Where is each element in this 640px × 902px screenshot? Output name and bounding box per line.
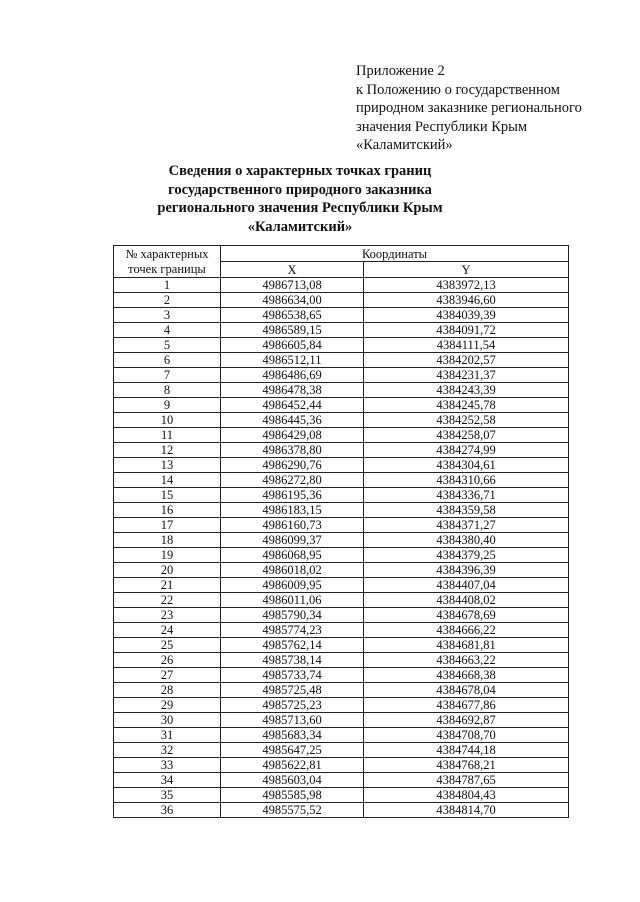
y-coordinate-cell: 4384408,02	[364, 593, 569, 608]
header-x: X	[221, 262, 364, 278]
x-coordinate-cell: 4986512,11	[221, 353, 364, 368]
table-row	[114, 653, 569, 668]
y-coordinate-cell: 4384243,39	[364, 383, 569, 398]
title-line: «Каламитский»	[247, 218, 353, 235]
table-row	[114, 773, 569, 788]
x-coordinate-cell: 4986011,06	[221, 593, 364, 608]
point-number-cell: 15	[114, 488, 221, 503]
y-coordinate-cell: 4384677,86	[364, 698, 569, 713]
point-number-cell: 3	[114, 308, 221, 323]
point-number-cell: 32	[114, 743, 221, 758]
point-number-cell: 36	[114, 803, 221, 818]
point-number-cell: 28	[114, 683, 221, 698]
y-coordinate-cell: 4384678,69	[364, 608, 569, 623]
x-coordinate-cell: 4986538,65	[221, 308, 364, 323]
table-row	[114, 353, 569, 368]
x-coordinate-cell: 4985762,14	[221, 638, 364, 653]
point-number-cell: 16	[114, 503, 221, 518]
table-row	[114, 593, 569, 608]
table-row	[114, 518, 569, 533]
table-row	[114, 413, 569, 428]
y-coordinate-cell: 4384379,25	[364, 548, 569, 563]
table-row	[114, 383, 569, 398]
point-number-cell: 11	[114, 428, 221, 443]
y-coordinate-cell: 4384274,99	[364, 443, 569, 458]
y-coordinate-cell: 4384380,40	[364, 533, 569, 548]
y-coordinate-cell: 4384692,87	[364, 713, 569, 728]
y-coordinate-cell: 4384245,78	[364, 398, 569, 413]
table-row	[114, 398, 569, 413]
y-coordinate-cell: 4384371,27	[364, 518, 569, 533]
point-number-cell: 10	[114, 413, 221, 428]
y-coordinate-cell: 4384708,70	[364, 728, 569, 743]
table-row	[114, 713, 569, 728]
header-point-number-line2: точек границы	[128, 261, 206, 276]
x-coordinate-cell: 4986099,37	[221, 533, 364, 548]
point-number-cell: 19	[114, 548, 221, 563]
x-coordinate-cell: 4986018,02	[221, 563, 364, 578]
x-coordinate-cell: 4986160,73	[221, 518, 364, 533]
table-row	[114, 428, 569, 443]
x-coordinate-cell: 4985738,14	[221, 653, 364, 668]
point-number-cell: 8	[114, 383, 221, 398]
coordinates-table-body	[114, 278, 569, 818]
point-number-cell: 6	[114, 353, 221, 368]
point-number-cell: 14	[114, 473, 221, 488]
header-coordinates: Координаты	[221, 246, 569, 262]
point-number-cell: 5	[114, 338, 221, 353]
y-coordinate-cell: 4384396,39	[364, 563, 569, 578]
x-coordinate-cell: 4986605,84	[221, 338, 364, 353]
annex-line: «Каламитский»	[356, 137, 453, 153]
point-number-cell: 7	[114, 368, 221, 383]
x-coordinate-cell: 4986195,36	[221, 488, 364, 503]
y-coordinate-cell: 4384359,58	[364, 503, 569, 518]
point-number-cell: 23	[114, 608, 221, 623]
x-coordinate-cell: 4985603,04	[221, 773, 364, 788]
x-coordinate-cell: 4986272,80	[221, 473, 364, 488]
y-coordinate-cell: 4384804,43	[364, 788, 569, 803]
x-coordinate-cell: 4986478,38	[221, 383, 364, 398]
x-coordinate-cell: 4986452,44	[221, 398, 364, 413]
x-coordinate-cell: 4986713,08	[221, 278, 364, 293]
point-number-cell: 17	[114, 518, 221, 533]
x-coordinate-cell: 4986183,15	[221, 503, 364, 518]
y-coordinate-cell: 4384111,54	[364, 338, 569, 353]
table-row	[114, 683, 569, 698]
table-row	[114, 458, 569, 473]
y-coordinate-cell: 4384091,72	[364, 323, 569, 338]
title-line: Сведения о характерных точках границ	[168, 163, 432, 179]
y-coordinate-cell: 4384666,22	[364, 623, 569, 638]
x-coordinate-cell: 4985725,23	[221, 698, 364, 713]
table-row	[114, 638, 569, 653]
y-coordinate-cell: 4383972,13	[364, 278, 569, 293]
point-number-cell: 33	[114, 758, 221, 773]
y-coordinate-cell: 4384678,04	[364, 683, 569, 698]
x-coordinate-cell: 4985733,74	[221, 668, 364, 683]
annex-line: значения Республики Крым	[356, 118, 528, 135]
x-coordinate-cell: 4986068,95	[221, 548, 364, 563]
point-number-cell: 27	[114, 668, 221, 683]
table-row	[114, 788, 569, 803]
table-row	[114, 278, 569, 293]
point-number-cell: 24	[114, 623, 221, 638]
point-number-cell: 4	[114, 323, 221, 338]
y-coordinate-cell: 4384407,04	[364, 578, 569, 593]
table-row	[114, 758, 569, 773]
table-row	[114, 608, 569, 623]
table-row	[114, 728, 569, 743]
point-number-cell: 29	[114, 698, 221, 713]
point-number-cell: 35	[114, 788, 221, 803]
x-coordinate-cell: 4985575,52	[221, 803, 364, 818]
x-coordinate-cell: 4986429,08	[221, 428, 364, 443]
table-row	[114, 473, 569, 488]
x-coordinate-cell: 4985774,23	[221, 623, 364, 638]
x-coordinate-cell: 4986486,69	[221, 368, 364, 383]
y-coordinate-cell: 4383946,60	[364, 293, 569, 308]
table-row	[114, 578, 569, 593]
point-number-cell: 20	[114, 563, 221, 578]
table-row	[114, 503, 569, 518]
x-coordinate-cell: 4985790,34	[221, 608, 364, 623]
table-row	[114, 533, 569, 548]
table-row	[114, 548, 569, 563]
point-number-cell: 30	[114, 713, 221, 728]
point-number-cell: 31	[114, 728, 221, 743]
point-number-cell: 18	[114, 533, 221, 548]
table-row	[114, 623, 569, 638]
y-coordinate-cell: 4384336,71	[364, 488, 569, 503]
table-row	[114, 368, 569, 383]
point-number-cell: 9	[114, 398, 221, 413]
annex-line: природном заказнике регионального	[356, 100, 582, 116]
x-coordinate-cell: 4986589,15	[221, 323, 364, 338]
document-title	[150, 162, 450, 236]
y-coordinate-cell: 4384202,57	[364, 353, 569, 368]
y-coordinate-cell: 4384787,65	[364, 773, 569, 788]
y-coordinate-cell: 4384768,21	[364, 758, 569, 773]
y-coordinate-cell: 4384663,22	[364, 653, 569, 668]
y-coordinate-cell: 4384814,70	[364, 803, 569, 818]
y-coordinate-cell: 4384668,38	[364, 668, 569, 683]
x-coordinate-cell: 4986445,36	[221, 413, 364, 428]
x-coordinate-cell: 4986290,76	[221, 458, 364, 473]
x-coordinate-cell: 4985622,81	[221, 758, 364, 773]
title-line: регионального значения Республики Крым	[157, 200, 443, 216]
x-coordinate-cell: 4986009,95	[221, 578, 364, 593]
title-line: государственного природного заказника	[168, 181, 432, 198]
x-coordinate-cell: 4986378,80	[221, 443, 364, 458]
y-coordinate-cell: 4384231,37	[364, 368, 569, 383]
x-coordinate-cell: 4985713,60	[221, 713, 364, 728]
y-coordinate-cell: 4384039,39	[364, 308, 569, 323]
table-row	[114, 443, 569, 458]
coordinates-table	[113, 245, 569, 818]
y-coordinate-cell: 4384744,18	[364, 743, 569, 758]
table-row	[114, 743, 569, 758]
x-coordinate-cell: 4985725,48	[221, 683, 364, 698]
table-row	[114, 563, 569, 578]
point-number-cell: 26	[114, 653, 221, 668]
table-row	[114, 668, 569, 683]
y-coordinate-cell: 4384258,07	[364, 428, 569, 443]
point-number-cell: 22	[114, 593, 221, 608]
x-coordinate-cell: 4985683,34	[221, 728, 364, 743]
point-number-cell: 12	[114, 443, 221, 458]
point-number-cell: 21	[114, 578, 221, 593]
header-y: Y	[364, 262, 569, 278]
table-row	[114, 488, 569, 503]
point-number-cell: 13	[114, 458, 221, 473]
table-row	[114, 803, 569, 818]
point-number-cell: 2	[114, 293, 221, 308]
x-coordinate-cell: 4985585,98	[221, 788, 364, 803]
point-number-cell: 1	[114, 278, 221, 293]
y-coordinate-cell: 4384310,66	[364, 473, 569, 488]
x-coordinate-cell: 4986634,00	[221, 293, 364, 308]
y-coordinate-cell: 4384681,81	[364, 638, 569, 653]
annex-header	[356, 62, 626, 155]
annex-line: Приложение 2	[356, 63, 445, 79]
point-number-cell: 34	[114, 773, 221, 788]
table-row	[114, 323, 569, 338]
y-coordinate-cell: 4384252,58	[364, 413, 569, 428]
table-row	[114, 308, 569, 323]
header-point-number-line1: № характерных	[125, 246, 209, 261]
annex-line: к Положению о государственном	[356, 81, 560, 98]
table-row	[114, 338, 569, 353]
y-coordinate-cell: 4384304,61	[364, 458, 569, 473]
table-row	[114, 293, 569, 308]
table-row	[114, 698, 569, 713]
header-point-number	[114, 246, 221, 278]
point-number-cell: 25	[114, 638, 221, 653]
x-coordinate-cell: 4985647,25	[221, 743, 364, 758]
